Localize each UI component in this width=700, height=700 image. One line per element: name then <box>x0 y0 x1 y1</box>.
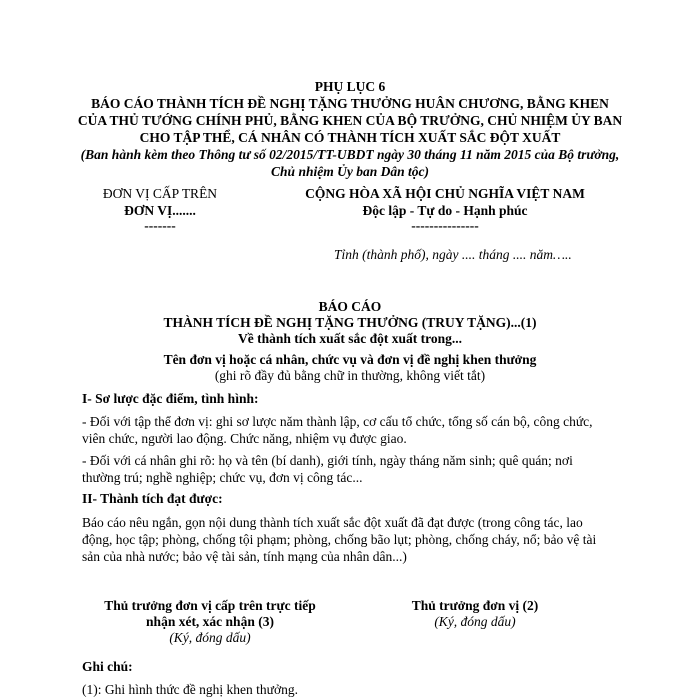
report-subheading: THÀNH TÍCH ĐỀ NGHỊ TẶNG THƯỞNG (TRUY TẶNG)...(1) <box>163 315 537 330</box>
nation-title: CỘNG HÒA XÃ HỘI CHỦ NGHĨA VIỆT NAM <box>305 186 585 201</box>
report-topic: Về thành tích xuất sắc đột xuất trong... <box>237 331 462 346</box>
section1-para2-line1: - Đối với cá nhân ghi rõ: họ và tên (bí danh), giới tính, ngày tháng năm sinh; quê quán; nơi <box>82 453 573 468</box>
notes-item-1: (1): Ghi hình thức đề nghị khen thưởng. <box>82 682 298 697</box>
doc-title-line-1: BÁO CÁO THÀNH TÍCH ĐỀ NGHỊ TẶNG THƯỞNG HUÂN CHƯƠNG, BẰNG KHEN <box>91 96 609 111</box>
signature-right-note: (Ký, đóng dấu) <box>434 614 516 629</box>
place-date: Tỉnh (thành phố), ngày .... tháng .... năm….. <box>334 247 572 262</box>
notes-title: Ghi chú: <box>82 659 133 674</box>
appendix-label: PHỤ LỤC 6 <box>314 79 386 94</box>
section1-title: I- Sơ lược đặc điểm, tình hình: <box>82 391 259 406</box>
section2-title: II- Thành tích đạt được: <box>82 491 223 506</box>
right-rule: --------------- <box>411 218 479 233</box>
report-name-line: Tên đơn vị hoặc cá nhân, chức vụ và đơn vị đề nghị khen thưởng <box>163 352 537 367</box>
section1-para1-line2: viên chức, người lao động. Chức năng, nhiệm vụ được giao. <box>82 431 407 446</box>
signature-right-line1: Thủ trưởng đơn vị (2) <box>411 598 539 613</box>
section2-para-line1: Báo cáo nêu ngắn, gọn nội dung thành tích xuất sắc đột xuất đã đạt được (trong công tác, lao <box>82 515 583 530</box>
section2-para-line2: động, học tập; phòng, chống tội phạm; phòng, chống bão lụt; phòng, chống cháy, nổ; bảo vệ tài <box>82 532 597 547</box>
signature-left-line1: Thủ trưởng đơn vị cấp trên trực tiếp <box>104 598 316 613</box>
parent-unit-label: ĐƠN VỊ CẤP TRÊN <box>102 186 218 201</box>
report-name-note: (ghi rõ đầy đủ bằng chữ in thường, không viết tắt) <box>214 368 486 383</box>
doc-title-line-3: CHO TẬP THỂ, CÁ NHÂN CÓ THÀNH TÍCH XUẤT SẮC ĐỘT XUẤT <box>139 130 561 145</box>
report-heading: BÁO CÁO <box>318 299 382 314</box>
left-rule: ------- <box>144 218 176 233</box>
doc-title-line-2: CỦA THỦ TƯỚNG CHÍNH PHỦ, BẰNG KHEN CỦA BỘ TRƯỞNG, CHỦ NHIỆM ỦY BAN <box>77 113 623 128</box>
signature-left-note: (Ký, đóng dấu) <box>169 630 251 645</box>
issued-note-line-2: Chủ nhiệm Ủy ban Dân tộc) <box>271 164 429 179</box>
section2-para-line3: sản của nhà nước; bảo vệ tài sản, tính mạng của nhân dân...) <box>82 549 407 564</box>
signature-left-line2: nhận xét, xác nhận (3) <box>146 614 274 629</box>
section1-para1-line1: - Đối với tập thể đơn vị: ghi sơ lược năm thành lập, cơ cấu tổ chức, tổng số cán bộ, công chức, <box>82 414 593 429</box>
section1-para2-line2: thường trú; nghề nghiệp; chức vụ, đơn vị công tác... <box>82 470 363 485</box>
unit-label: ĐƠN VỊ....... <box>124 203 196 218</box>
nation-motto: Độc lập - Tự do - Hạnh phúc <box>362 203 528 218</box>
issued-note-line-1: (Ban hành kèm theo Thông tư số 02/2015/TT-UBDT ngày 30 tháng 11 năm 2015 của Bộ trưởng, <box>80 147 620 162</box>
